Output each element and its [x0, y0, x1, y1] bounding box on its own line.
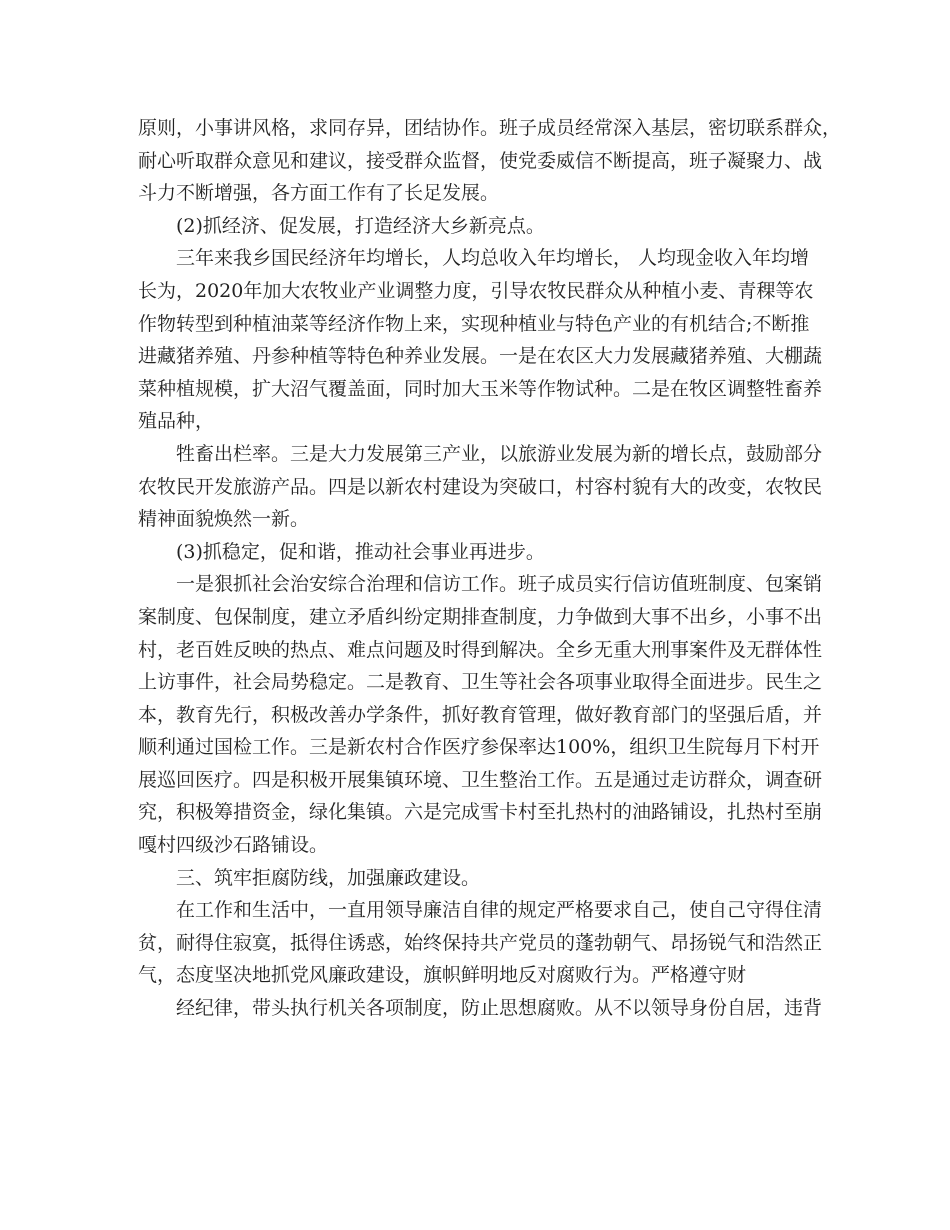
text-line: 精神面貌焕然一新。 [138, 508, 310, 531]
text-line: 案制度、包保制度，建立矛盾纠纷定期排查制度，力争做到大事不出乡，小事不出 [138, 605, 823, 628]
text-line: 原则，小事讲风格，求同存异，团结协作。班子成员经常深入基层，密切联系群众， [138, 117, 842, 139]
text-line: 长为，2020年加大农牧业产业调整力度，引导农牧民群众从种植小麦、青稞等农 [138, 279, 814, 302]
text-line: 牲畜出栏率。三是大力发展第三产业，以旅游业发展为新的增长点，鼓励部分 [176, 442, 823, 465]
section-heading: 三、筑牢拒腐防线，加强廉政建设。 [176, 866, 481, 889]
text-line: 一是狠抓社会治安综合治理和信访工作。班子成员实行信访值班制度、包案销 [176, 573, 823, 596]
text-line: 殖品种， [138, 410, 215, 433]
text-line: 顺利通过国检工作。三是新农村合作医疗参保率达100%，组织卫生院每月下村开 [138, 736, 820, 759]
text-line: 气，态度坚决地抓党风廉政建设，旗帜鲜明地反对腐败行为。严格遵守财 [138, 964, 747, 987]
body-text [138, 112, 842, 1025]
text-line: 展巡回医疗。四是积极开展集镇环境、卫生整治工作。五是通过走访群众，调查研 [138, 768, 823, 791]
text-line: 在工作和生活中，一直用领导廉洁自律的规定严格要求自己，使自己守得住清 [176, 899, 823, 922]
text-line: 菜种植规模，扩大沼气覆盖面，同时加大玉米等作物试种。二是在牧区调整牲畜养 [138, 377, 823, 400]
text-line: 作物转型到种植油菜等经济作物上来，实现种植业与特色产业的有机结合;不断推 [138, 312, 810, 335]
text-line: 究，积极筹措资金，绿化集镇。六是完成雪卡村至扎热村的油路铺设，扎热村至崩 [138, 801, 823, 824]
section-heading: (2)抓经济、促发展，打造经济大乡新亮点。 [176, 214, 545, 237]
text-line: 本，教育先行，积极改善办学条件，抓好教育管理，做好教育部门的坚强后盾，并 [138, 703, 823, 726]
text-line: 斗力不断增强，各方面工作有了长足发展。 [138, 182, 500, 205]
section-heading: (3)抓稳定，促和谐，推动社会事业再进步。 [176, 540, 545, 563]
text-line: 进藏猪养殖、丹参种植等特色种养业发展。一是在农区大力发展藏猪养殖、大棚蔬 [138, 345, 823, 368]
text-line: 经纪律，带头执行机关各项制度，防止思想腐败。从不以领导身份自居，违背 [176, 997, 823, 1020]
text-line: 三年来我乡国民经济年均增长，人均总收入年均增长， 人均现金收入年均增 [176, 247, 810, 270]
text-line: 嘎村四级沙石路铺设。 [138, 834, 329, 857]
text-line: 耐心听取群众意见和建议，接受群众监督，使党委威信不断提高，班子凝聚力、战 [138, 149, 823, 172]
text-line: 村，老百姓反映的热点、难点问题及时得到解决。全乡无重大刑事案件及无群体性 [138, 638, 823, 661]
text-line: 贫，耐得住寂寞，抵得住诱惑，始终保持共产党员的蓬勃朝气、昂扬锐气和浩然正 [138, 931, 823, 954]
text-line: 农牧民开发旅游产品。四是以新农村建设为突破口，村容村貌有大的改变，农牧民 [138, 475, 823, 498]
text-line: 上访事件，社会局势稳定。二是教育、卫生等社会各项事业取得全面进步。民生之 [138, 671, 823, 694]
